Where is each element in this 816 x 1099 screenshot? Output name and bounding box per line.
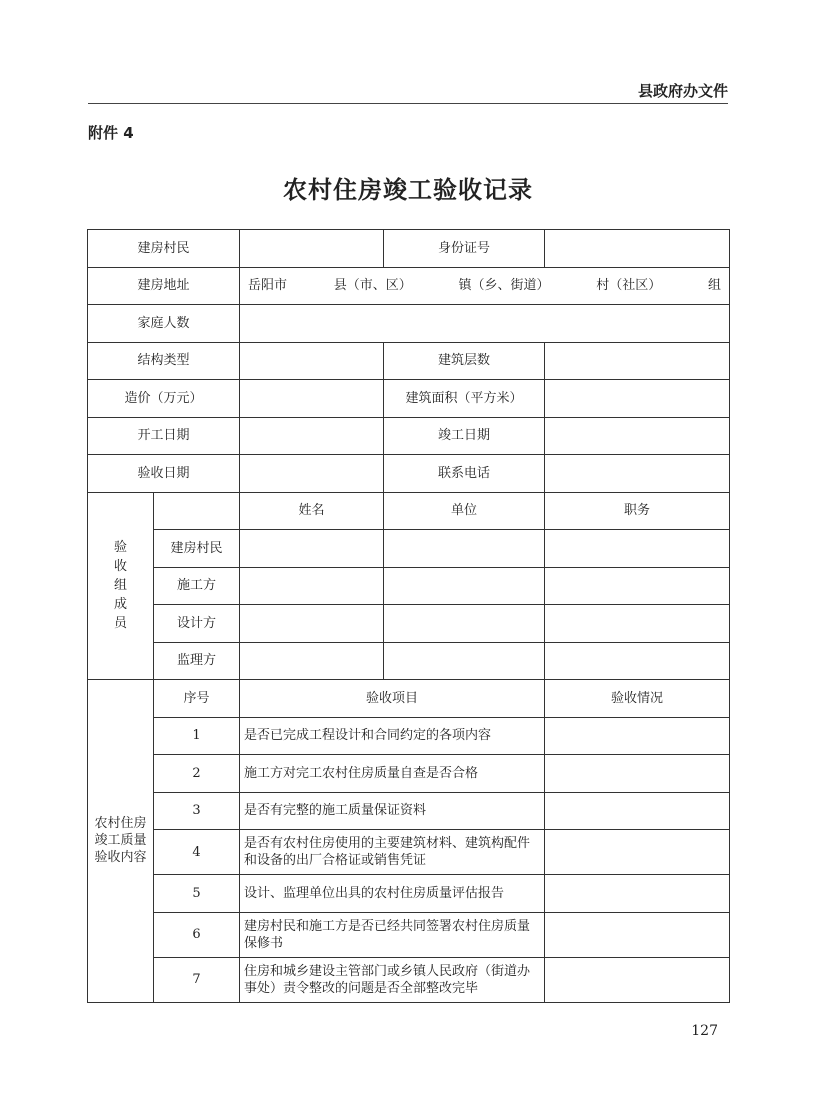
check-result-cell[interactable]	[545, 792, 730, 830]
row-cost	[88, 380, 730, 418]
structure-type-label: 结构类型	[88, 342, 240, 380]
document-title: 农村住房竣工验收记录	[283, 175, 533, 204]
members-header-name: 姓名	[240, 492, 384, 530]
member-name-cell[interactable]	[240, 530, 384, 568]
check-item-text: 设计、监理单位出具的农村住房质量评估报告	[240, 875, 545, 913]
check-number: 3	[154, 792, 240, 830]
row-villager	[88, 230, 730, 268]
id-number-value[interactable]	[545, 230, 730, 268]
acceptance-form-table	[87, 229, 730, 1003]
address-value[interactable]	[240, 267, 730, 305]
row-family	[88, 305, 730, 343]
check-result-cell[interactable]	[545, 957, 730, 1002]
check-result-cell[interactable]	[545, 755, 730, 793]
family-size-label: 家庭人数	[88, 305, 240, 343]
address-county: 县（市、区）	[333, 278, 412, 294]
finish-date-value[interactable]	[545, 417, 730, 455]
check-number: 4	[154, 830, 240, 875]
check-item-text: 住房和城乡建设主管部门或乡镇人民政府（街道办事处）责令整改的问题是否全部整改完毕	[240, 957, 545, 1002]
address-village: 村（社区）	[596, 278, 662, 294]
check-row	[88, 830, 730, 875]
member-row	[88, 605, 730, 643]
row-dates	[88, 417, 730, 455]
address-town: 镇（乡、街道）	[458, 278, 550, 294]
check-number: 1	[154, 717, 240, 755]
check-row	[88, 875, 730, 913]
members-header-position: 职务	[545, 492, 730, 530]
check-row	[88, 755, 730, 793]
members-header-row	[88, 492, 730, 530]
cost-value[interactable]	[240, 380, 384, 418]
check-item-text: 建房村民和施工方是否已经共同签署农村住房质量保修书	[240, 912, 545, 957]
member-unit-cell[interactable]	[384, 530, 545, 568]
phone-value[interactable]	[545, 455, 730, 493]
members-header-blank	[154, 492, 240, 530]
structure-type-value[interactable]	[240, 342, 384, 380]
address-label: 建房地址	[88, 267, 240, 305]
check-item-text: 是否已完成工程设计和合同约定的各项内容	[240, 717, 545, 755]
member-row	[88, 642, 730, 680]
member-name-cell[interactable]	[240, 605, 384, 643]
address-group: 组	[707, 278, 721, 294]
member-role: 监理方	[154, 642, 240, 680]
check-number: 6	[154, 912, 240, 957]
address-city: 岳阳市	[248, 278, 288, 294]
member-name-cell[interactable]	[240, 642, 384, 680]
member-role: 建房村民	[154, 530, 240, 568]
member-position-cell[interactable]	[545, 605, 730, 643]
running-header: 县政府办文件	[637, 82, 728, 100]
area-label: 建筑面积（平方米）	[384, 380, 545, 418]
check-number: 5	[154, 875, 240, 913]
member-row	[88, 530, 730, 568]
floors-value[interactable]	[545, 342, 730, 380]
check-item-text: 是否有完整的施工质量保证资料	[240, 792, 545, 830]
row-structure	[88, 342, 730, 380]
check-row	[88, 717, 730, 755]
member-unit-cell[interactable]	[384, 567, 545, 605]
checks-header-row	[88, 680, 730, 718]
check-item-text: 施工方对完工农村住房质量自查是否合格	[240, 755, 545, 793]
member-position-cell[interactable]	[545, 530, 730, 568]
row-address	[88, 267, 730, 305]
check-row	[88, 957, 730, 1002]
page-number: 127	[691, 1023, 718, 1039]
family-size-value[interactable]	[240, 305, 730, 343]
villager-value[interactable]	[240, 230, 384, 268]
floors-label: 建筑层数	[384, 342, 545, 380]
finish-date-label: 竣工日期	[384, 417, 545, 455]
phone-label: 联系电话	[384, 455, 545, 493]
checks-header-item: 验收项目	[240, 680, 545, 718]
area-value[interactable]	[545, 380, 730, 418]
member-row	[88, 567, 730, 605]
member-unit-cell[interactable]	[384, 642, 545, 680]
checks-header-no: 序号	[154, 680, 240, 718]
header-rule	[88, 103, 728, 104]
villager-label: 建房村民	[88, 230, 240, 268]
start-date-value[interactable]	[240, 417, 384, 455]
check-result-cell[interactable]	[545, 717, 730, 755]
checks-header-result: 验收情况	[545, 680, 730, 718]
member-position-cell[interactable]	[545, 642, 730, 680]
check-number: 2	[154, 755, 240, 793]
check-number: 7	[154, 957, 240, 1002]
member-role: 设计方	[154, 605, 240, 643]
check-row	[88, 912, 730, 957]
start-date-label: 开工日期	[88, 417, 240, 455]
check-result-cell[interactable]	[545, 875, 730, 913]
acceptance-date-label: 验收日期	[88, 455, 240, 493]
cost-label: 造价（万元）	[88, 380, 240, 418]
members-header-unit: 单位	[384, 492, 545, 530]
check-result-cell[interactable]	[545, 830, 730, 875]
check-result-cell[interactable]	[545, 912, 730, 957]
members-group-label: 验收组成员	[88, 492, 154, 680]
member-unit-cell[interactable]	[384, 605, 545, 643]
member-name-cell[interactable]	[240, 567, 384, 605]
row-acceptance-date	[88, 455, 730, 493]
attachment-label: 附件 4	[88, 124, 134, 142]
member-position-cell[interactable]	[545, 567, 730, 605]
member-role: 施工方	[154, 567, 240, 605]
checks-group-label: 农村住房竣工质量验收内容	[88, 680, 154, 1003]
acceptance-date-value[interactable]	[240, 455, 384, 493]
id-number-label: 身份证号	[384, 230, 545, 268]
check-item-text: 是否有农村住房使用的主要建筑材料、建筑构配件和设备的出厂合格证或销售凭证	[240, 830, 545, 875]
check-row	[88, 792, 730, 830]
